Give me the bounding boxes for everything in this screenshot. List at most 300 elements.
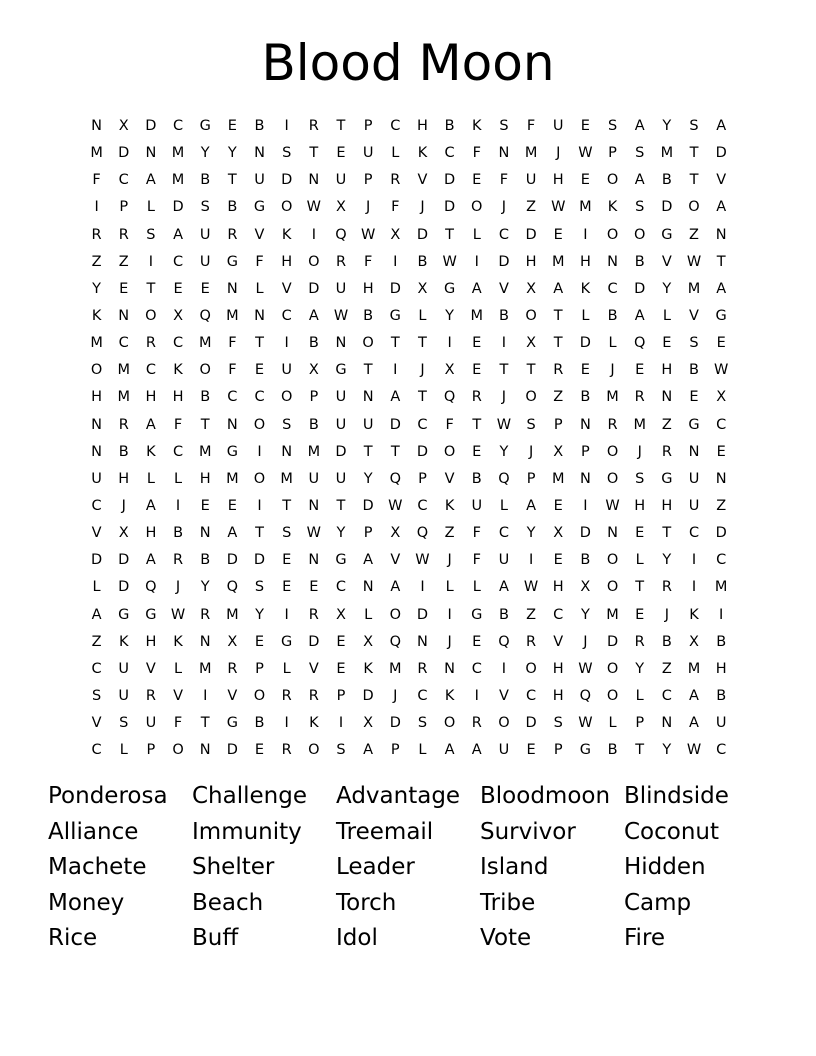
grid-letter: L — [282, 660, 291, 677]
grid-letter: T — [418, 335, 427, 352]
grid-letter: X — [526, 335, 537, 352]
grid-letter: X — [363, 633, 374, 650]
grid-letter: K — [689, 606, 699, 623]
grid-letter: Y — [662, 742, 672, 759]
grid-letter: W — [714, 362, 729, 379]
page-title: Blood Moon — [261, 34, 555, 92]
grid-letter: P — [608, 145, 617, 162]
grid-letter: R — [471, 715, 482, 732]
grid-letter: X — [417, 280, 428, 297]
grid-letter: T — [445, 226, 455, 243]
grid-letter: T — [689, 172, 699, 189]
grid-letter: C — [607, 280, 618, 297]
grid-letter: S — [635, 470, 645, 487]
grid-letter: S — [119, 715, 129, 732]
grid-letter: W — [686, 253, 702, 270]
grid-letter: G — [661, 470, 673, 487]
grid-letter: S — [607, 118, 618, 135]
grid-letter: B — [716, 633, 727, 650]
grid-letter: J — [501, 199, 507, 216]
grid-letter: S — [146, 226, 156, 243]
grid-letter: D — [362, 688, 374, 705]
grid-letter: M — [198, 335, 212, 352]
grid-letter: C — [281, 308, 292, 325]
grid-letter: M — [606, 389, 619, 406]
grid-letter: K — [444, 498, 455, 515]
grid-letter: C — [716, 742, 727, 759]
grid-letter: T — [526, 362, 536, 379]
grid-letter: Z — [689, 226, 699, 243]
grid-letter: A — [526, 498, 537, 515]
grid-letter: N — [417, 633, 428, 650]
grid-letter: Y — [662, 280, 672, 297]
grid-letter: G — [226, 715, 238, 732]
grid-letter: O — [280, 199, 293, 216]
grid-letter: Q — [498, 633, 510, 650]
grid-letter: G — [335, 552, 347, 569]
grid-letter: O — [606, 443, 619, 460]
grid-letter: M — [524, 145, 538, 162]
grid-letter: E — [716, 335, 726, 352]
grid-letter: A — [145, 498, 156, 515]
word-list-item: Bloodmoon — [480, 783, 611, 809]
word-list-item: Tribe — [480, 889, 536, 916]
grid-letter: R — [661, 443, 672, 460]
grid-letter: D — [172, 199, 184, 216]
grid-letter: E — [336, 660, 346, 677]
grid-letter: H — [145, 633, 157, 650]
word-list-item: Hidden — [624, 854, 706, 880]
grid-letter: A — [390, 389, 401, 406]
grid-letter: X — [336, 606, 346, 623]
grid-letter: B — [444, 118, 455, 135]
grid-letter: I — [420, 579, 425, 596]
grid-letter: Y — [635, 660, 645, 677]
grid-letter: W — [523, 579, 539, 596]
grid-row — [83, 222, 735, 249]
grid-letter: T — [499, 362, 509, 379]
grid-letter: O — [606, 552, 619, 569]
grid-letter: J — [664, 606, 669, 623]
word-list-item: Treemail — [336, 818, 434, 845]
grid-letter: D — [253, 552, 266, 569]
grid-letter: H — [715, 660, 727, 677]
grid-letter: W — [388, 498, 403, 515]
grid-letter: V — [498, 688, 509, 705]
grid-letter: A — [363, 742, 374, 759]
grid-letter: G — [118, 606, 130, 623]
grid-letter: W — [170, 606, 186, 623]
grid-letter: A — [498, 579, 509, 596]
grid-letter: D — [606, 633, 619, 650]
grid-letter: C — [172, 118, 184, 135]
grid-letter: D — [118, 552, 130, 569]
grid-letter: P — [146, 742, 156, 759]
grid-letter: Y — [662, 118, 672, 135]
grid-letter: P — [363, 172, 373, 189]
grid-letter: B — [689, 362, 699, 379]
grid-letter: N — [199, 742, 211, 759]
grid-letter: T — [418, 389, 427, 406]
grid-letter: P — [553, 416, 563, 433]
word-list-item: Survivor — [480, 818, 576, 845]
word-list-item: Fire — [624, 925, 666, 951]
grid-letter: F — [255, 253, 264, 270]
grid-letter: P — [581, 443, 590, 460]
grid-letter: E — [635, 362, 645, 379]
grid-letter: Z — [444, 525, 455, 542]
grid-letter: N — [91, 416, 102, 433]
grid-letter: T — [662, 525, 672, 542]
grid-letter: G — [389, 308, 401, 325]
grid-letter: O — [308, 742, 320, 759]
grid-letter: G — [471, 606, 483, 623]
grid-letter: R — [390, 172, 401, 189]
grid-letter: M — [226, 606, 239, 623]
grid-letter: U — [199, 253, 211, 270]
grid-letter: Y — [255, 606, 264, 623]
grid-letter: G — [226, 443, 238, 460]
grid-letter: N — [715, 470, 727, 487]
grid-letter: T — [363, 362, 373, 379]
grid-letter: Z — [118, 253, 129, 270]
grid-letter: V — [91, 715, 102, 732]
grid-letter: S — [200, 199, 210, 216]
grid-letter: K — [444, 688, 455, 705]
grid-letter: E — [119, 280, 129, 297]
grid-letter: C — [172, 253, 184, 270]
grid-letter: H — [661, 362, 673, 379]
grid-letter: B — [200, 389, 211, 406]
grid-letter: V — [689, 308, 699, 325]
grid-letter: N — [199, 633, 211, 650]
grid-letter: Z — [661, 416, 672, 433]
grid-letter: J — [366, 199, 371, 216]
word-list — [48, 779, 768, 957]
grid-letter: D — [498, 253, 510, 270]
grid-letter: X — [118, 118, 129, 135]
grid-letter: V — [390, 552, 401, 569]
word-list-item: Immunity — [192, 818, 302, 845]
grid-letter: U — [471, 498, 483, 515]
grid-letter: T — [390, 335, 400, 352]
grid-letter: F — [92, 172, 101, 189]
grid-letter: X — [118, 525, 129, 542]
grid-letter: A — [145, 172, 156, 189]
grid-letter: C — [118, 335, 129, 352]
grid-letter: S — [499, 118, 509, 135]
grid-letter: I — [148, 253, 154, 270]
grid-letter: S — [526, 416, 536, 433]
grid-letter: M — [687, 660, 701, 677]
grid-row — [83, 710, 735, 737]
grid-letter: E — [472, 172, 482, 189]
grid-letter: H — [525, 253, 537, 270]
grid-letter: M — [117, 362, 130, 379]
grid-letter: G — [688, 416, 700, 433]
grid-letter: G — [661, 226, 673, 243]
grid-letter: N — [362, 389, 374, 406]
grid-row — [83, 194, 735, 221]
grid-letter: U — [688, 470, 700, 487]
grid-letter: C — [172, 443, 184, 460]
grid-letter: W — [333, 308, 349, 325]
grid-letter: C — [254, 389, 265, 406]
grid-letter: T — [553, 335, 563, 352]
grid-letter: M — [117, 389, 130, 406]
grid-row — [83, 574, 735, 601]
grid-letter: N — [118, 308, 130, 325]
grid-letter: Y — [200, 579, 210, 596]
grid-letter: N — [91, 443, 102, 460]
grid-letter: M — [226, 470, 239, 487]
grid-letter: V — [281, 280, 292, 297]
grid-letter: F — [173, 416, 183, 433]
grid-row — [83, 330, 735, 357]
grid-letter: I — [528, 552, 534, 569]
grid-letter: M — [551, 253, 565, 270]
grid-letter: O — [606, 660, 619, 677]
grid-letter: O — [145, 308, 157, 325]
grid-letter: N — [199, 525, 211, 542]
grid-letter: Y — [200, 145, 210, 162]
grid-letter: U — [254, 172, 265, 189]
grid-letter: M — [579, 199, 592, 216]
grid-letter: O — [199, 362, 211, 379]
grid-letter: N — [254, 145, 265, 162]
grid-letter: I — [474, 688, 479, 705]
grid-row — [83, 547, 735, 574]
grid-letter: J — [447, 633, 452, 650]
grid-letter: L — [608, 335, 617, 352]
grid-letter: Q — [226, 579, 239, 596]
grid-letter: A — [471, 280, 482, 297]
grid-letter: K — [118, 633, 129, 650]
grid-letter: U — [335, 416, 347, 433]
grid-letter: W — [551, 199, 566, 216]
grid-letter: H — [579, 253, 591, 270]
grid-letter: E — [580, 172, 590, 189]
grid-letter: Y — [363, 470, 373, 487]
grid-letter: K — [173, 362, 183, 379]
grid-letter: I — [94, 199, 99, 216]
grid-row — [83, 303, 735, 330]
grid-letter: X — [227, 633, 238, 650]
grid-letter: O — [253, 688, 266, 705]
grid-letter: J — [420, 199, 425, 216]
grid-letter: B — [661, 633, 672, 650]
grid-letter: Y — [227, 145, 237, 162]
grid-letter: F — [363, 253, 373, 270]
grid-letter: C — [118, 172, 129, 189]
grid-letter: J — [121, 498, 126, 515]
grid-letter: S — [689, 118, 699, 135]
grid-letter: N — [308, 552, 320, 569]
grid-letter: J — [501, 389, 507, 406]
grid-letter: D — [416, 606, 429, 623]
grid-letter: D — [661, 199, 673, 216]
grid-letter: P — [255, 660, 264, 677]
grid-letter: T — [472, 416, 482, 433]
grid-letter: G — [226, 253, 238, 270]
grid-letter: A — [308, 308, 319, 325]
word-list-item: Challenge — [192, 783, 307, 809]
grid-letter: I — [284, 335, 289, 352]
grid-letter: G — [715, 308, 727, 325]
grid-letter: V — [498, 280, 509, 297]
grid-letter: C — [417, 688, 428, 705]
grid-letter: A — [145, 416, 156, 433]
grid-letter: B — [227, 199, 238, 216]
grid-letter: C — [390, 118, 401, 135]
grid-letter: Z — [91, 633, 102, 650]
grid-letter: M — [470, 308, 484, 325]
word-list-item: Blindside — [624, 783, 729, 809]
grid-letter: E — [309, 579, 319, 596]
grid-letter: M — [606, 606, 619, 623]
grid-letter: V — [254, 226, 265, 243]
grid-letter: D — [281, 172, 293, 189]
grid-letter: C — [91, 742, 102, 759]
word-list-item: Vote — [480, 925, 532, 951]
grid-letter: Z — [91, 253, 102, 270]
grid-letter: F — [472, 145, 481, 162]
grid-letter: G — [253, 199, 266, 216]
grid-letter: O — [606, 470, 619, 487]
grid-letter: E — [662, 335, 672, 352]
grid-letter: D — [715, 525, 727, 542]
grid-letter: A — [689, 715, 699, 732]
grid-letter: B — [200, 552, 211, 569]
grid-row — [83, 113, 735, 140]
grid-letter: K — [580, 280, 591, 297]
grid-letter: V — [661, 253, 672, 270]
grid-letter: M — [687, 280, 701, 297]
grid-letter: H — [552, 688, 564, 705]
grid-letter: E — [336, 145, 346, 162]
grid-letter: H — [634, 498, 646, 515]
grid-letter: M — [714, 579, 728, 596]
grid-letter: L — [418, 742, 427, 759]
grid-letter: A — [444, 742, 455, 759]
grid-letter: R — [553, 362, 564, 379]
grid-letter: Z — [661, 660, 672, 677]
grid-row — [83, 412, 735, 439]
grid-letter: O — [688, 199, 700, 216]
grid-letter: I — [501, 335, 507, 352]
grid-letter: L — [662, 308, 671, 325]
grid-letter: E — [336, 633, 346, 650]
grid-letter: I — [284, 606, 289, 623]
grid-letter: C — [417, 416, 428, 433]
grid-letter: T — [227, 172, 237, 189]
grid-letter: E — [200, 280, 210, 297]
word-list-item: Machete — [48, 854, 147, 880]
grid-letter: I — [691, 579, 697, 596]
grid-letter: T — [336, 498, 346, 515]
grid-letter: N — [661, 389, 673, 406]
grid-letter: X — [363, 715, 374, 732]
grid-letter: O — [280, 389, 293, 406]
grid-letter: P — [390, 742, 400, 759]
word-list-item: Buff — [192, 925, 239, 951]
grid-letter: X — [390, 525, 401, 542]
grid-letter: O — [308, 253, 320, 270]
grid-letter: B — [607, 308, 618, 325]
grid-letter: B — [417, 253, 428, 270]
grid-letter: Z — [553, 389, 564, 406]
grid-letter: W — [578, 145, 593, 162]
grid-letter: R — [661, 579, 672, 596]
grid-letter: Q — [145, 579, 157, 596]
grid-letter: Q — [633, 335, 646, 352]
grid-letter: L — [364, 606, 373, 623]
grid-letter: U — [335, 389, 347, 406]
grid-letter: L — [391, 145, 400, 162]
grid-letter: P — [418, 470, 427, 487]
grid-letter: B — [363, 308, 374, 325]
grid-letter: L — [418, 308, 427, 325]
grid-letter: N — [579, 416, 591, 433]
grid-letter: P — [526, 470, 536, 487]
grid-letter: E — [200, 498, 210, 515]
grid-letter: R — [607, 416, 618, 433]
grid-letter: L — [146, 199, 155, 216]
grid-letter: O — [606, 226, 619, 243]
grid-letter: V — [91, 525, 102, 542]
grid-row — [83, 249, 735, 276]
grid-letter: H — [145, 389, 157, 406]
grid-letter: D — [525, 226, 537, 243]
grid-letter: L — [174, 470, 183, 487]
grid-letter: Q — [199, 308, 211, 325]
grid-letter: R — [634, 633, 645, 650]
grid-letter: W — [415, 552, 430, 569]
grid-letter: E — [689, 389, 699, 406]
grid-letter: G — [145, 606, 157, 623]
grid-letter: L — [92, 579, 101, 596]
grid-letter: D — [389, 280, 401, 297]
grid-letter: Y — [92, 280, 101, 297]
grid-letter: T — [635, 579, 645, 596]
grid-letter: B — [498, 308, 509, 325]
grid-letter: X — [308, 362, 319, 379]
grid-letter: C — [91, 498, 102, 515]
grid-letter: I — [719, 606, 724, 623]
grid-letter: L — [255, 280, 264, 297]
grid-letter: L — [445, 579, 454, 596]
grid-letter: W — [496, 416, 512, 433]
grid-letter: F — [228, 335, 237, 352]
letter-grid — [83, 113, 735, 764]
grid-letter: E — [254, 633, 265, 650]
grid-letter: C — [688, 525, 700, 542]
grid-letter: R — [227, 660, 238, 677]
grid-letter: T — [553, 308, 563, 325]
grid-letter: C — [145, 362, 156, 379]
grid-letter: E — [553, 552, 563, 569]
grid-letter: N — [579, 470, 591, 487]
grid-letter: R — [308, 606, 319, 623]
grid-letter: S — [635, 199, 645, 216]
grid-letter: A — [689, 688, 699, 705]
word-list-item: Leader — [336, 854, 415, 880]
grid-letter: O — [606, 172, 619, 189]
grid-letter: O — [443, 715, 456, 732]
grid-letter: M — [226, 308, 239, 325]
grid-letter: W — [360, 226, 376, 243]
grid-letter: B — [308, 335, 319, 352]
